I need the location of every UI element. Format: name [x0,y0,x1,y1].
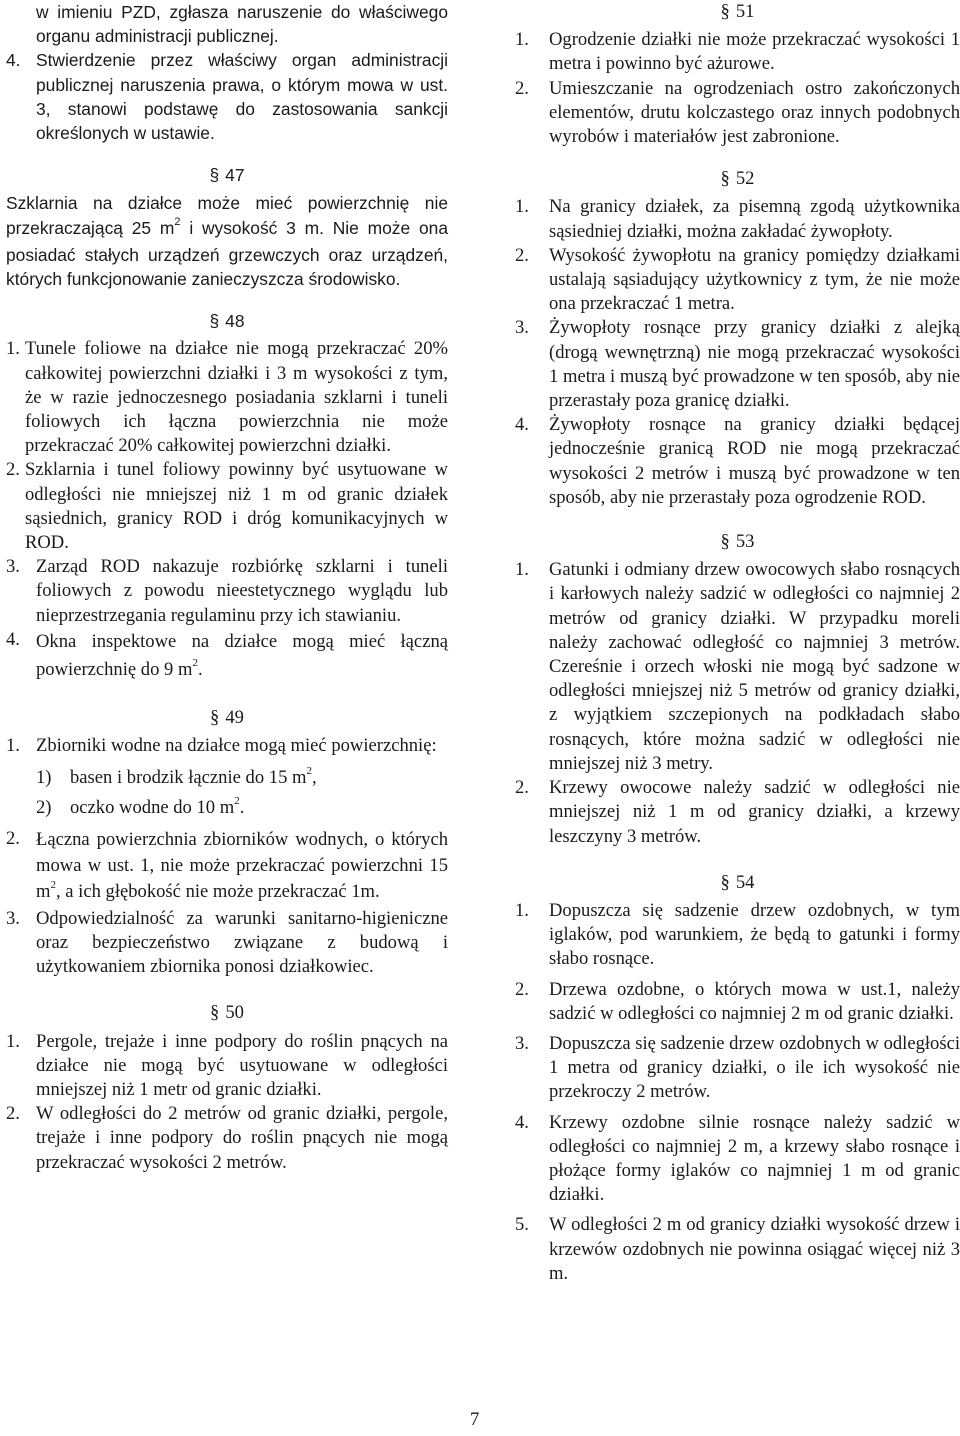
section-47-heading [6,163,448,187]
s49-item-1: 1. Zbiorniki wodne na działce mogą mieć powierzchnię: [6,735,437,757]
s50-item-1: 1. Pergole, trejaże i inne podpory do roślin pnących na działce nie mogą być usytuowane w odległości mniejszej niż 1 metr od granic działki. [6,1030,448,1100]
s48-item-3: 3. Zarząd ROD nakazuje rozbiórkę szklarni i tuneli foliowych z powodu nieestetycznego wyglądu lub nieprzestrzegania regulaminu przy ich stawianiu. [6,556,448,626]
section-54-heading [515,871,960,895]
s49-item-3: 3. Odpowiedzialność za warunki sanitarno-higieniczne oraz bezpieczeństwo związane z budową i użytkowaniem zbiornika ponosi działkowiec. [6,907,448,978]
left-column [6,0,448,1175]
section-symbol: § [720,168,730,190]
section-number: 48 [225,311,245,332]
right-column [515,0,960,1286]
section-number: 47 [225,165,245,186]
s49-subitem-2: 2) oczko wodne do 10 $m^2$. [36,795,245,819]
section-51-heading [515,0,960,24]
section-symbol: § [209,311,220,332]
s53-item-1: 1. Gatunki i odmiany drzew owocowych słabo rosnących i karłowych należy sadzić w odległości co najmniej 2 metrów od granicy działki. W przypadku moreli należy zachować odległość co najmniej 3 metrów. Czereśnie i orzech włoski nie mogą być sadzone w odległości mniejszej niż 5 metrów od granicy działki, z wyjątkiem szczepionych na podkładach słabo rosnących, które można sadzić w odległości nie mniejszej niż 3 metry. [515,559,960,774]
section-number: 51 [735,1,755,22]
s54-item-4: 4. Krzewy ozdobne silnie rosnące należy sadzić w odległości co najmniej 2 m, a krzewy słabo rosnące i płożące formy iglaków co najmniej 1 m od granic działki. [515,1111,960,1206]
section-symbol: § [210,706,220,728]
s52-item-4: 4. Żywopłoty rosnące na granicy działki będącej jednocześnie granicą ROD nie mogą przekraczać wysokości 2 metrów i muszą być prowadzone w ten sposób, aby nie przerastały poza ogrodzenie ROD. [515,414,960,508]
section-number: 50 [225,1002,244,1024]
section-number: 54 [735,871,755,893]
s51-item-2: 2. Umieszczanie na ogrodzeniach ostro zakończonych elementów, drutu kolczastego oraz innych podobnych wyrobów i materiałów jest zabronione. [515,77,960,148]
s54-item-5: 5. W odległości 2 m od granicy działki wysokość drzew i krzewów ozdobnych nie powinna osiągać więcej niż 3 m. [515,1214,960,1284]
section-52-heading [515,167,960,191]
section-number: 52 [735,168,755,190]
page-number: 7 [470,1409,480,1430]
s51-item-1: 1. Ogrodzenie działki nie może przekraczać wysokości 1 metra i powinno być ażurowe. [515,29,960,75]
section-symbol: § [720,1,730,22]
section-53-heading [515,530,960,554]
item-number: 4. [6,50,21,71]
intro-paragraph-tail: w imieniu PZD, zgłasza naruszenie do właściwego organu administracji publicznej. [36,2,448,47]
s54-item-3: 3. Dopuszcza się sadzenie drzew ozdobnych w odległości 1 metra od granicy działki, o ile ich wysokość nie przekroczy 2 metrów. [515,1032,960,1103]
section-symbol: § [720,531,730,553]
s49-item-2: 2. Łączna powierzchnia zbiorników wodnych, o których mowa w ust. 1, nie może przekraczać powierzchni 15 $m^2$, a ich głębokość nie może przekraczać 1m. [6,827,448,902]
section-47-text: Szklarnia na działce może mieć powierzchnię nie przekraczającą 25 $m^2$ i wysokość 3 m. Nie może ona posiadać stałych urządzeń grzewczych oraz urządzeń, których funkcjonowanie zanieczyszcza środowisko. [6,193,448,290]
s54-item-2: 2. Drzewa ozdobne, o których mowa w ust.1, należy sadzić w odległości co najmniej 2 m od granic działki. [515,978,960,1024]
section-symbol: § [210,1002,220,1024]
s48-item-4: 4. Okna inspektowe na działce mogą mieć łączną powierzchnię do 9 $m^2$. [6,628,448,680]
s52-item-2: 2. Wysokość żywopłotu na granicy pomiędzy działkami ustalają sąsiadujący użytkownicy z tym, że nie może ona przekraczać 1 metra. [515,244,960,315]
section-number: 49 [225,706,244,728]
item-text: Stwierdzenie przez właściwy organ administracji publicznej naruszenia prawa, o którym mowa w ust. 3, stanowi podstawę do zastosowania sankcji określonych w ustawie. [36,50,448,144]
s48-item-2: 2. Szklarnia i tunel foliowy powinny być usytuowane w odległości nie mniejszej niż 1 m od granic działek sąsiednich, granicy ROD i dróg komunikacyjnych w ROD. [6,459,448,554]
s52-item-3: 3. Żywopłoty rosnące przy granicy działki z alejką (drogą wewnętrzną) nie mogą przekraczać wysokości 1 metra i muszą być prowadzone w ten sposób, aby nie przerastały poza granicę działki. [515,317,960,412]
section-symbol: § [720,871,730,893]
s54-item-1: 1. Dopuszcza się sadzenie drzew ozdobnych, w tym iglaków, pod warunkiem, że będą to gatunki i formy słabo rosnące. [515,899,960,970]
intro-item-4 [6,48,448,145]
section-50-heading [6,1001,448,1025]
s48-item-1: 1. Tunele foliowe na działce nie mogą przekraczać 20% całkowitej powierzchni działki i 3 m wysokości z tym, że w razie jednoczesnego posiadania szklarni i tuneli foliowych ich łączna powierzchnia nie może przekraczać 20% całkowitej powierzchni działki. [6,338,448,457]
section-49-heading [6,706,448,730]
section-48-heading [6,309,448,333]
s53-item-2: 2. Krzewy owocowe należy sadzić w odległości nie mniejszej niż 1 m od granicy działki, a krzewy leszczyny 3 metrów. [515,777,960,847]
section-symbol: § [209,165,220,186]
s52-item-1: 1. Na granicy działek, za pisemną zgodą użytkownika sąsiedniej działki, można zakładać żywopłoty. [515,196,960,242]
s50-item-2: 2. W odległości do 2 metrów od granic działki, pergole, trejaże i inne podpory do roślin pnących nie mogą przekraczać wysokości 2 metrów. [6,1103,448,1173]
section-number: 53 [735,531,755,553]
s49-subitem-1: 1) basen i brodzik łącznie do 15 $m^2$, [36,765,317,789]
